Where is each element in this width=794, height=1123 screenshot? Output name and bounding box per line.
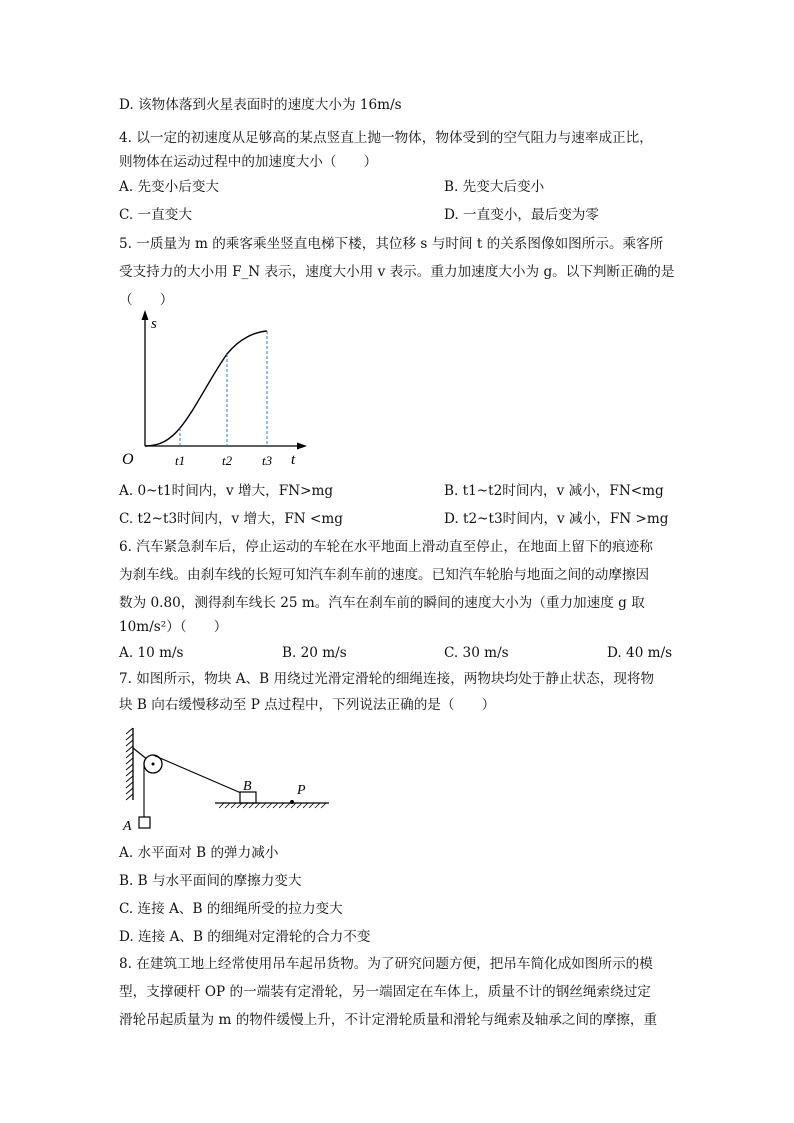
q8-stem-line-1: 8. 在建筑工地上经常使用吊车起吊货物。为了研究问题方便，把吊车简化成如图所示的模 (119, 956, 653, 972)
q8-stem-line-3: 滑轮吊起质量为 m 的物件缓慢上升，不计定滑轮质量和滑轮与绳索及轴承之间的摩擦，重 (119, 1012, 658, 1028)
point-p-label: P (297, 783, 306, 798)
q6-option-b: B. 20 m/s (282, 645, 347, 661)
rope-slanted (153, 755, 241, 793)
pulley-axle (152, 763, 155, 766)
q5-stem-line-1: 5. 一质量为 m 的乘客乘坐竖直电梯下楼，其位移 s 与时间 t 的关系图像如图所示。乘客所 (119, 236, 664, 252)
q4-option-b: B. 先变大后变小 (444, 179, 545, 195)
q5-stem-line-2: 受支持力的大小用 F_N 表示，速度大小用 v 表示。重力加速度大小为 g。以下判断正确的是 (119, 264, 675, 280)
q4-stem-line-2: 则物体在运动过程中的加速度大小（ ） (119, 154, 378, 170)
x-axis-arrow-icon (297, 443, 307, 450)
q5-option-c: C. t2~t3时间内，v 增大，FN <mg (119, 511, 343, 527)
q7-stem-line-2: 块 B 向右缓慢移动至 P 点过程中，下列说法正确的是（ ） (119, 697, 496, 713)
block-b-label: B (243, 779, 252, 794)
tick-t2: t2 (222, 453, 233, 468)
q4-option-c: C. 一直变大 (119, 207, 192, 223)
q6-stem-line-1: 6. 汽车紧急刹车后，停止运动的车轮在水平地面上滑动直至停止，在地面上留下的痕迹称 (119, 539, 653, 555)
origin-label: O (122, 451, 134, 468)
q6-option-c: C. 30 m/s (444, 645, 509, 661)
q5-option-b: B. t1~t2时间内，v 减小，FN<mg (444, 483, 664, 499)
q4-option-d: D. 一直变小，最后变为零 (444, 207, 599, 223)
q7-option-d: D. 连接 A、B 的细绳对定滑轮的合力不变 (119, 929, 371, 945)
y-axis-label: s (151, 316, 157, 332)
block-a-label: A (123, 819, 132, 834)
wall-hatching (126, 728, 133, 800)
q3-option-d: D. 该物体落到火星表面时的速度大小为 16m/s (119, 97, 402, 113)
point-p-marker (290, 800, 294, 804)
q6-stem-line-3: 数为 0.80，测得刹车线长 25 m。汽车在刹车前的瞬间的速度大小为（重力加速度 g 取 (119, 595, 645, 611)
q5-displacement-time-graph (115, 306, 315, 474)
q6-stem-line-4: 10m/s²）（ ） (119, 619, 228, 635)
q5-stem-line-3: （ ） (119, 292, 174, 308)
s-t-curve (145, 331, 267, 446)
block-a (139, 817, 150, 828)
q7-option-a: A. 水平面对 B 的弹力减小 (119, 845, 279, 861)
tick-t3: t3 (262, 453, 273, 468)
q7-stem-line-1: 7. 如图所示，物块 A、B 用绕过光滑定滑轮的细绳连接，两物块均处于静止状态，现将物 (119, 671, 655, 687)
ground-hatching (219, 803, 326, 808)
q6-stem-line-2: 为刹车线。由刹车线的长短可知汽车刹车前的速度。已知汽车轮胎与地面之间的动摩擦因 (119, 567, 650, 583)
q7-option-c: C. 连接 A、B 的细绳所受的拉力变大 (119, 901, 343, 917)
q6-option-d: D. 40 m/s (607, 645, 673, 661)
q5-option-d: D. t2~t3时间内，v 减小，FN >mg (444, 511, 669, 527)
tick-t1: t1 (175, 453, 186, 468)
q8-stem-line-2: 型，支撑硬杆 OP 的一端装有定滑轮，另一端固定在车体上，质量不计的钢丝绳索绕过定 (119, 984, 651, 1000)
y-axis-arrow-icon (142, 310, 149, 320)
q5-option-a: A. 0~t1时间内，v 增大，FN>mg (119, 483, 334, 499)
x-axis-label: t (291, 452, 296, 468)
q4-option-a: A. 先变小后变大 (119, 179, 220, 195)
q7-option-b: B. B 与水平面间的摩擦力变大 (119, 873, 302, 889)
q4-stem-line-1: 4. 以一定的初速度从足够高的某点竖直上抛一物体，物体受到的空气阻力与速率成正比， (119, 130, 653, 146)
q7-pulley-figure (115, 720, 335, 838)
q6-option-a: A. 10 m/s (119, 645, 184, 661)
